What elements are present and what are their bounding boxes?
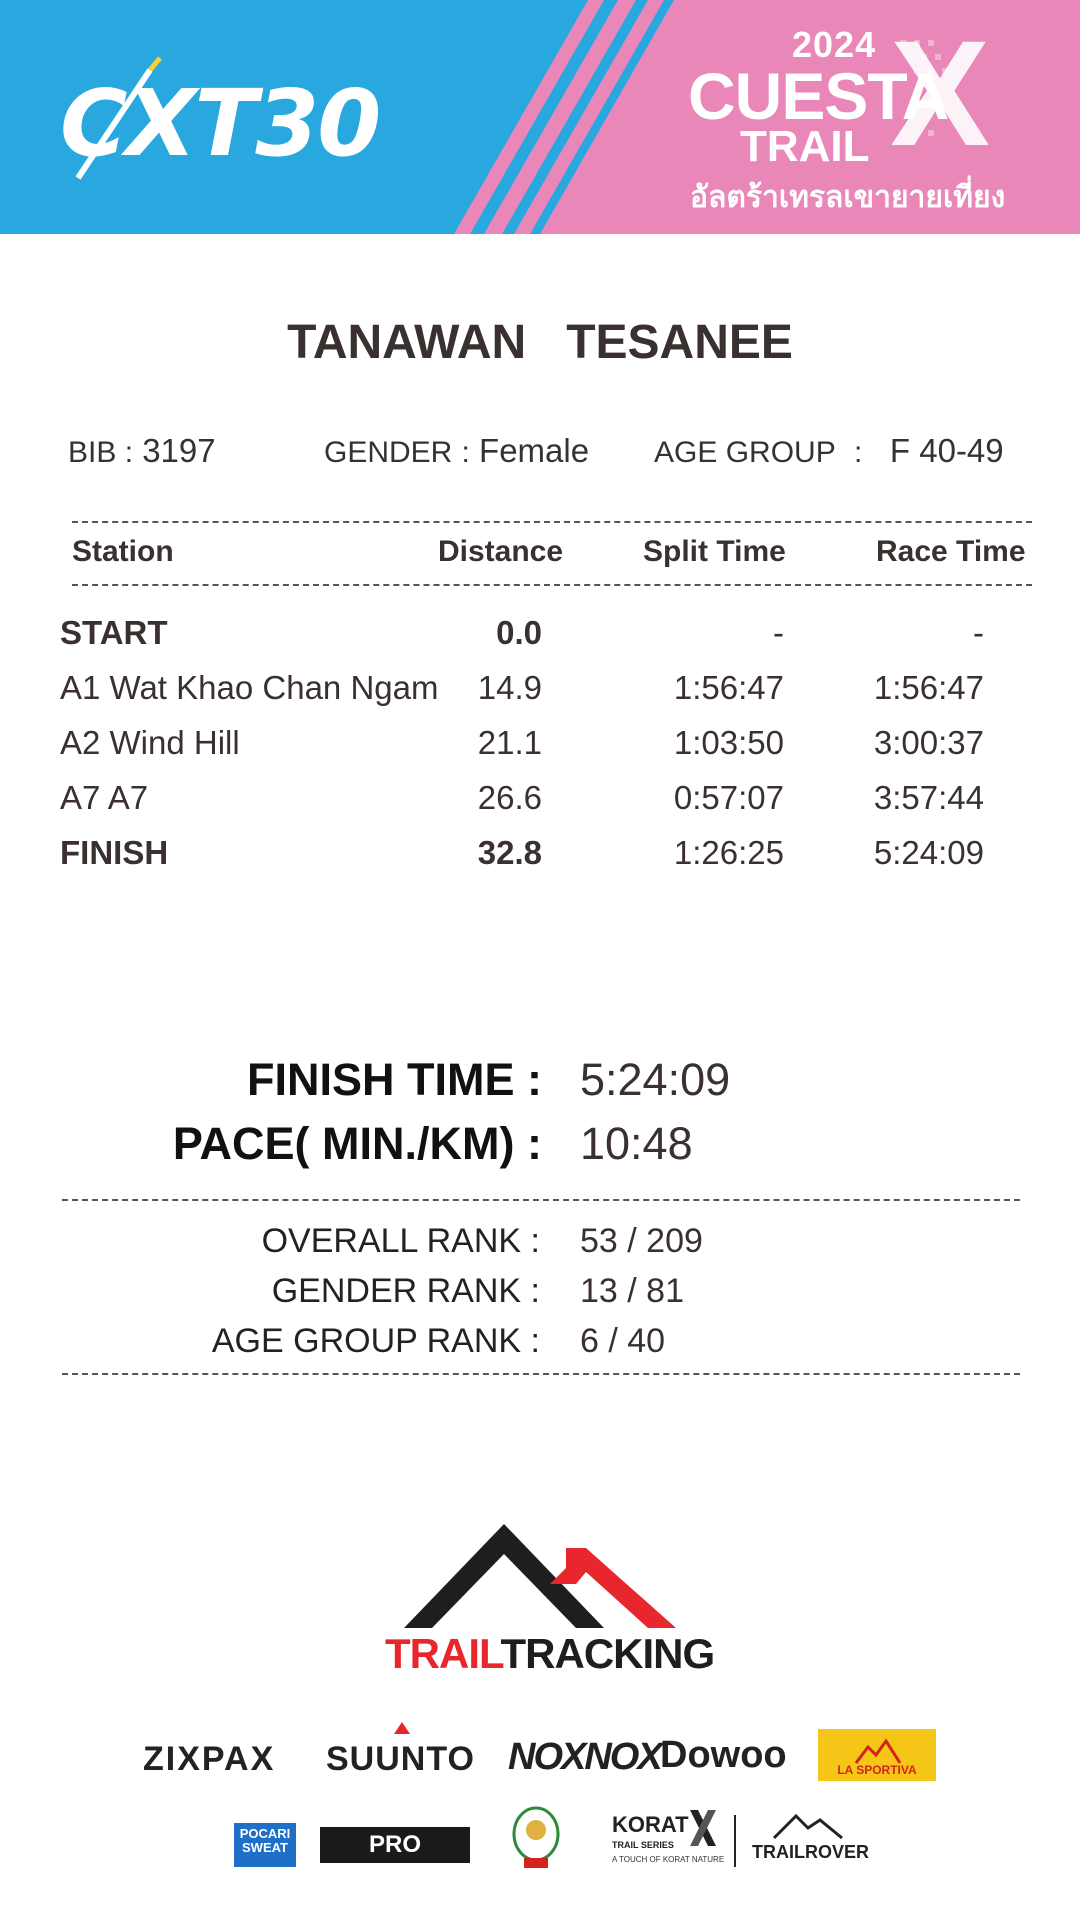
table-row-a1 xyxy=(0,669,1080,724)
bib-number: 3197 xyxy=(142,432,216,469)
sponsor-korat-trail-series: TRAIL SERIES xyxy=(612,1840,674,1850)
station-distance: 32.8 xyxy=(477,834,542,871)
rank-top-divider xyxy=(62,1199,1020,1201)
age-group-info xyxy=(654,432,1004,470)
station-name: FINISH xyxy=(60,834,169,871)
header-split-time: Split Time xyxy=(643,535,786,568)
korat-x-icon xyxy=(688,1808,718,1848)
event-logo-cxt30: CXT30 xyxy=(60,70,380,177)
runner-last-name: TESANEE xyxy=(566,316,793,369)
sponsor-suunto: SUUNTO xyxy=(326,1740,475,1778)
sponsor-divider xyxy=(734,1815,736,1867)
table-row-a7 xyxy=(0,779,1080,834)
trailtracking-tracking-text: TRACKING xyxy=(500,1630,715,1677)
gender-label: GENDER xyxy=(324,436,453,469)
age-group-value: F 40-49 xyxy=(889,432,1004,469)
overall-rank-label: OVERALL RANK : xyxy=(261,1222,540,1260)
split-time: 1:26:25 xyxy=(673,834,784,871)
race-time: - xyxy=(973,614,984,651)
split-time: 1:03:50 xyxy=(673,724,784,761)
station-distance: 0.0 xyxy=(496,614,542,651)
gender-rank-value: 13 / 81 xyxy=(580,1272,684,1310)
sponsor-trailrover: TRAILROVER xyxy=(752,1842,869,1862)
trailtracking-trail-text: TRAIL xyxy=(385,1630,501,1677)
sponsor-korat: KORAT xyxy=(612,1812,689,1837)
table-header-divider xyxy=(72,584,1032,586)
age-group-label: AGE GROUP xyxy=(654,436,836,469)
la-sportiva-text: LA SPORTIVA xyxy=(837,1763,917,1777)
age-group-rank-value: 6 / 40 xyxy=(580,1322,666,1360)
trailtracking-wordmark xyxy=(385,1630,714,1678)
sponsor-korat-tagline: A TOUCH OF KORAT NATURE xyxy=(612,1855,725,1864)
sponsor-pocari-sweat: POCARI SWEAT xyxy=(234,1823,296,1867)
thai-subtitle: อัลตร้าเทรลเขายายเที่ยง xyxy=(690,180,1006,215)
age-group-separator: : xyxy=(854,436,863,469)
gender-info xyxy=(324,432,589,470)
pace-value: 10:48 xyxy=(580,1118,693,1169)
pace-label: PACE( MIN./KM) : xyxy=(172,1118,542,1169)
runner-first-name: TANAWAN xyxy=(287,316,527,369)
station-distance: 26.6 xyxy=(477,779,542,816)
sponsor-la-sportiva-logo xyxy=(818,1729,936,1781)
finish-time-label: FINISH TIME : xyxy=(247,1054,542,1105)
table-top-divider xyxy=(72,521,1032,523)
split-time: 0:57:07 xyxy=(673,779,784,816)
station-name: A2 Wind Hill xyxy=(60,724,240,761)
split-time: - xyxy=(773,614,784,651)
brand-x-mark: X xyxy=(890,9,991,177)
race-time: 3:57:44 xyxy=(873,779,984,816)
table-row-start xyxy=(0,614,1080,669)
race-time: 5:24:09 xyxy=(873,834,984,871)
finish-time-value: 5:24:09 xyxy=(580,1054,731,1105)
sponsor-noxnox: NOXNOX xyxy=(508,1736,661,1778)
runner-name xyxy=(0,315,1080,370)
station-name: A7 A7 xyxy=(60,779,149,816)
suunto-triangle-icon xyxy=(394,1722,410,1734)
bib-info xyxy=(68,432,216,470)
trailtracking-mountain-icon xyxy=(400,1520,700,1635)
header-distance: Distance xyxy=(438,535,564,568)
station-name: START xyxy=(60,614,168,651)
sponsor-dowoo: Dowoo xyxy=(660,1734,787,1776)
race-time: 1:56:47 xyxy=(873,669,984,706)
age-group-rank-label: AGE GROUP RANK : xyxy=(211,1322,540,1360)
station-name: A1 Wat Khao Chan Ngam xyxy=(60,669,439,706)
split-time: 1:56:47 xyxy=(673,669,784,706)
sponsor-pro-freeze: PRO FREEZE xyxy=(320,1827,470,1863)
bib-label: BIB : xyxy=(68,436,134,469)
event-year: 2024 xyxy=(792,24,877,65)
rank-bottom-divider xyxy=(62,1373,1020,1375)
table-row-a2 xyxy=(0,724,1080,779)
header-race-time: Race Time xyxy=(876,535,1026,568)
header-station: Station xyxy=(72,535,174,568)
sponsor-zixpax: ZIXPAX xyxy=(143,1740,276,1778)
brand-trail: TRAIL xyxy=(740,122,870,171)
table-row-finish xyxy=(0,834,1080,889)
gender-rank-label: GENDER RANK : xyxy=(271,1272,540,1310)
event-banner xyxy=(0,0,1080,234)
brand-cuesta: CUESTA xyxy=(688,59,949,133)
provincial-seal-icon xyxy=(508,1802,564,1872)
gender-separator: : xyxy=(461,436,470,469)
trailrover-mountain-icon xyxy=(772,1812,844,1840)
station-distance: 14.9 xyxy=(477,669,542,706)
overall-rank-value: 53 / 209 xyxy=(580,1222,703,1260)
gender-value: Female xyxy=(479,432,590,469)
station-distance: 21.1 xyxy=(477,724,542,761)
race-time: 3:00:37 xyxy=(873,724,984,761)
